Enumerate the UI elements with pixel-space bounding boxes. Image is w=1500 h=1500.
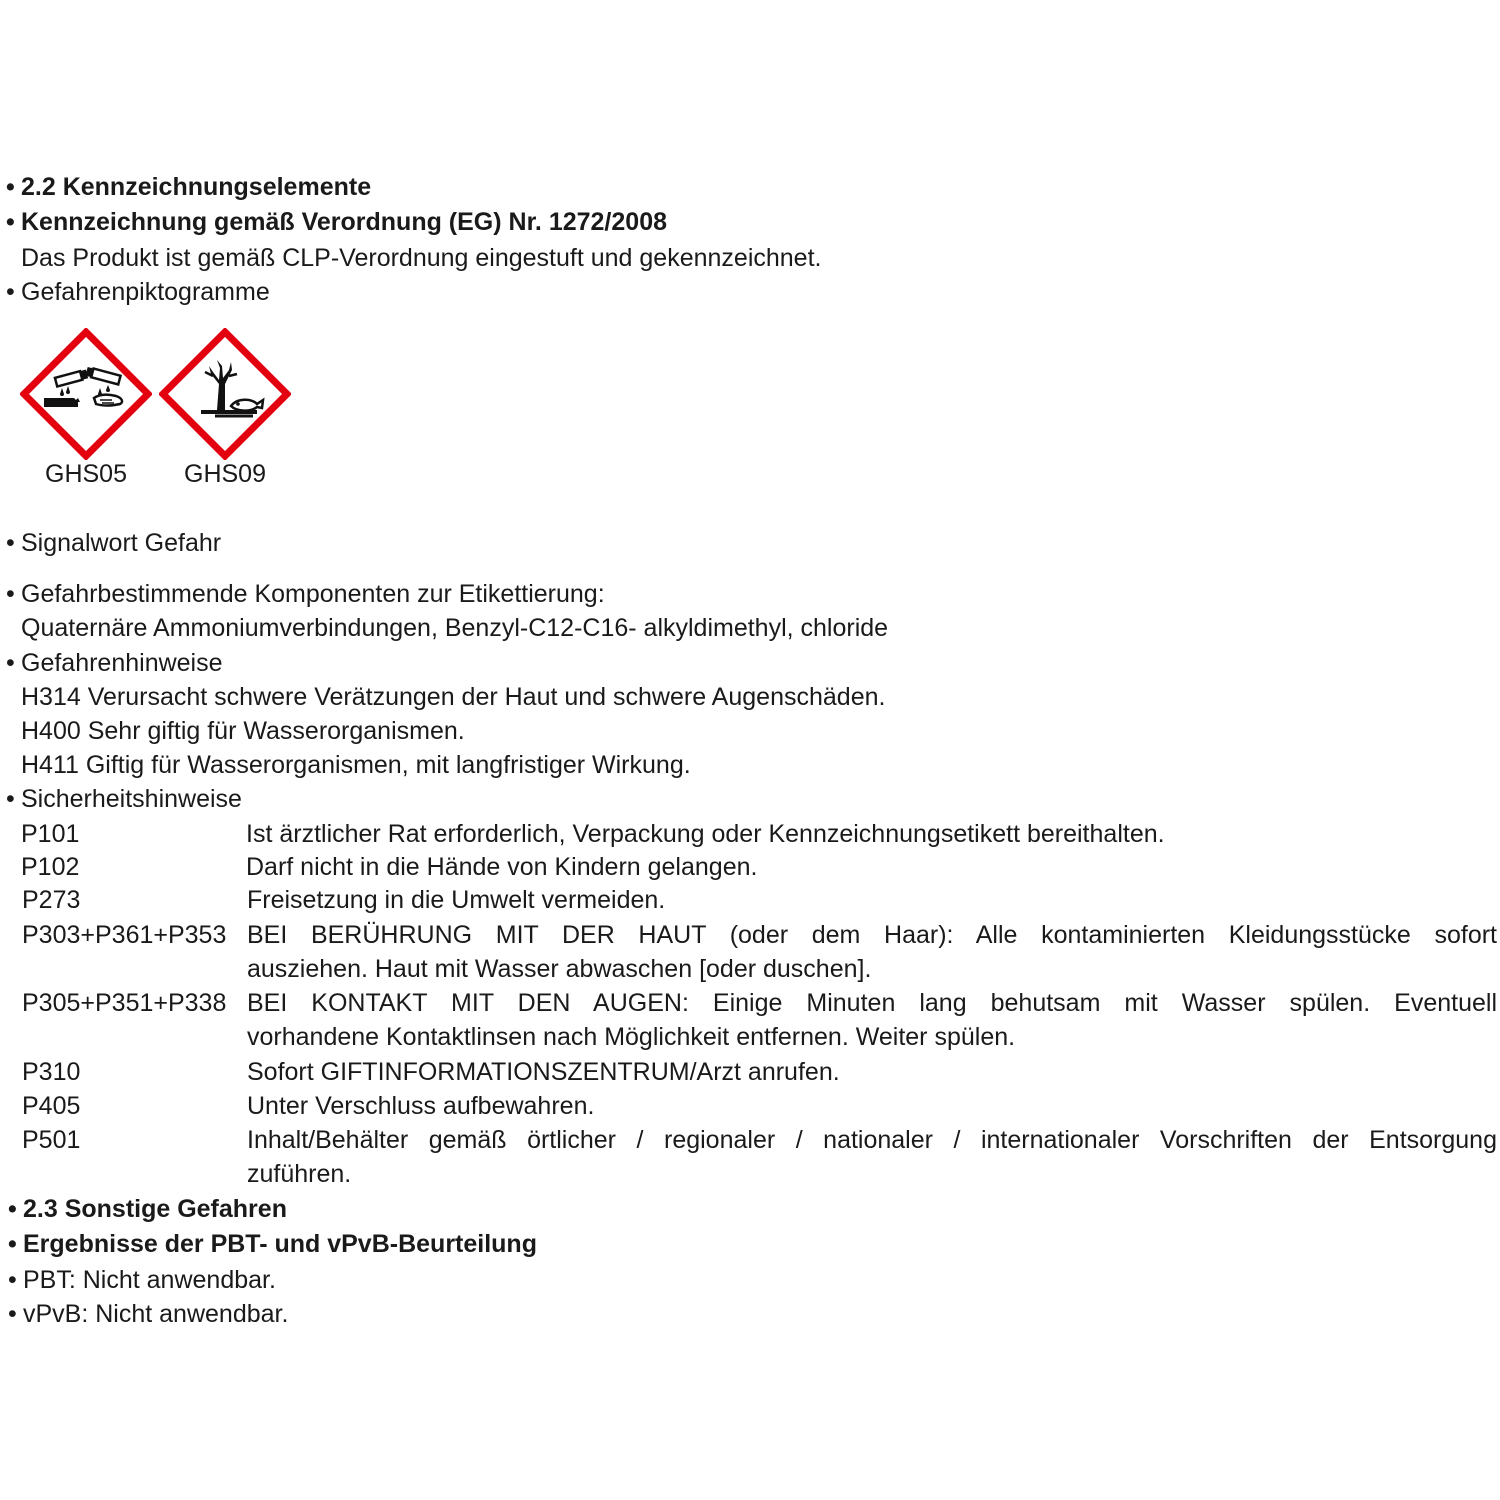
bullet: • <box>6 208 15 236</box>
components-heading: • Gefahrbestimmende Komponenten zur Etikettierung: <box>6 580 605 608</box>
precaution-text: ausziehen. Haut mit Wasser abwaschen [oder duschen]. <box>247 955 872 983</box>
precaution-text: BEI KONTAKT MIT DEN AUGEN: Einige Minuten lang behutsam mit Wasser spülen. Eventuell <box>247 989 1497 1017</box>
pbt-result: • PBT: Nicht anwendbar. <box>8 1266 276 1294</box>
precaution-code: P405 <box>22 1092 81 1120</box>
bullet: • <box>6 278 15 306</box>
precaution-code: P102 <box>21 853 80 881</box>
pictograms-heading: • Gefahrenpiktogramme <box>6 278 270 306</box>
signal-word: • Signalwort Gefahr <box>6 529 222 557</box>
bullet: • <box>8 1266 17 1294</box>
precaution-text: Freisetzung in die Umwelt vermeiden. <box>247 886 666 914</box>
precaution-code: P101 <box>21 820 80 848</box>
hazard-statement: H411 Giftig für Wasserorganismen, mit langfristiger Wirkung. <box>21 751 691 779</box>
label-regulation-heading: • Kennzeichnung gemäß Verordnung (EG) Nr. 1272/2008 <box>6 208 667 236</box>
precaution-text: Darf nicht in die Hände von Kindern gelangen. <box>246 853 758 881</box>
hazard-heading: • Gefahrenhinweise <box>6 649 223 677</box>
precaution-text: BEI BERÜHRUNG MIT DER HAUT (oder dem Haar): Alle kontaminierten Kleidungsstücke sofort <box>247 921 1497 949</box>
components-text: Quaternäre Ammoniumverbindungen, Benzyl-C12-C16- alkyldimethyl, chloride <box>21 614 889 642</box>
label-regulation-text: Das Produkt ist gemäß CLP-Verordnung eingestuft und gekennzeichnet. <box>21 244 822 272</box>
precaution-text: Sofort GIFTINFORMATIONSZENTRUM/Arzt anrufen. <box>247 1058 840 1086</box>
pictogram-code: GHS09 <box>184 460 266 488</box>
environment-icon <box>159 328 291 460</box>
pictogram-code: GHS05 <box>45 460 127 488</box>
precaution-text: Ist ärztlicher Rat erforderlich, Verpackung oder Kennzeichnungsetikett bereithalten. <box>246 820 1165 848</box>
corrosion-icon <box>20 328 152 460</box>
section-2-3-heading: • 2.3 Sonstige Gefahren <box>8 1195 287 1223</box>
precaution-text: vorhandene Kontaktlinsen nach Möglichkeit entfernen. Weiter spülen. <box>247 1023 1016 1051</box>
section-2-2-heading: • 2.2 Kennzeichnungselemente <box>6 173 372 201</box>
precaution-code: P305+P351+P338 <box>22 989 227 1017</box>
precaution-code: P310 <box>22 1058 81 1086</box>
precaution-code: P273 <box>22 886 81 914</box>
bullet: • <box>6 173 15 201</box>
bullet: • <box>8 1300 17 1328</box>
hazard-statement: H314 Verursacht schwere Verätzungen der Haut und schwere Augenschäden. <box>21 683 886 711</box>
precaution-code: P501 <box>22 1126 81 1154</box>
bullet: • <box>6 529 15 557</box>
precaution-text: zuführen. <box>247 1160 352 1188</box>
precaution-code: P303+P361+P353 <box>22 921 227 949</box>
pbt-heading: • Ergebnisse der PBT- und vPvB-Beurteilung <box>8 1230 537 1258</box>
precaution-text: Inhalt/Behälter gemäß örtlicher / regionaler / nationaler / internationaler Vorschriften der Entsorgung <box>247 1126 1497 1154</box>
precaution-heading: • Sicherheitshinweise <box>6 785 242 813</box>
hazard-statement: H400 Sehr giftig für Wasserorganismen. <box>21 717 465 745</box>
bullet: • <box>6 785 15 813</box>
bullet: • <box>8 1230 17 1258</box>
precaution-text: Unter Verschluss aufbewahren. <box>247 1092 595 1120</box>
bullet: • <box>6 649 15 677</box>
vpvb-result: • vPvB: Nicht anwendbar. <box>8 1300 289 1328</box>
bullet: • <box>6 580 15 608</box>
bullet: • <box>8 1195 17 1223</box>
